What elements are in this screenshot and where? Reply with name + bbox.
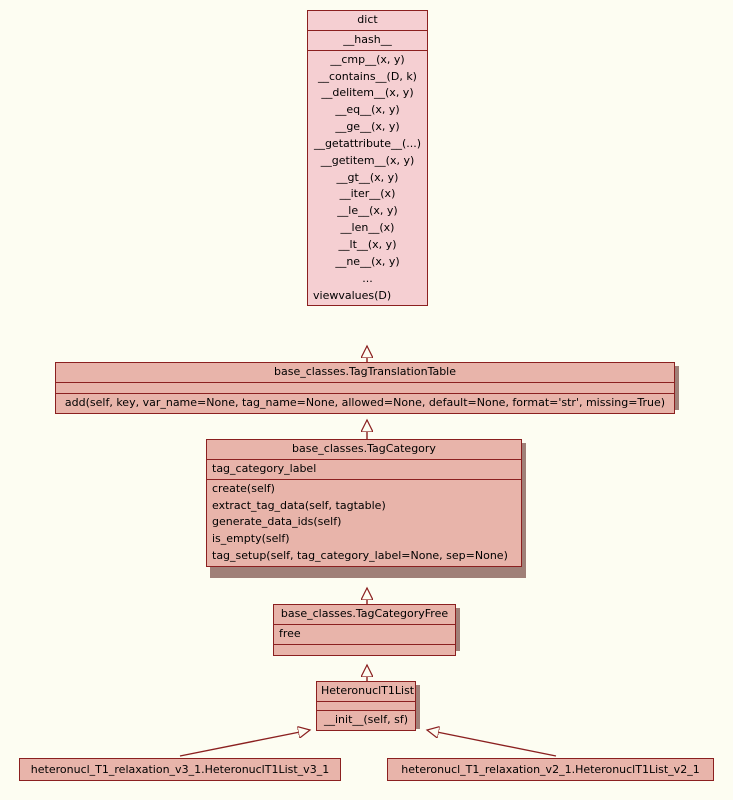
- methods-compartment-tag-translation-table: [56, 394, 674, 413]
- method-row: __ge__(x, y): [335, 120, 400, 134]
- method-row: __getitem__(x, y): [320, 153, 415, 167]
- class-name-heteronucl-t1-list-v3-1: heteronucl_T1_relaxation_v3_1.HeteronuclT1List_v3_1: [30, 763, 330, 776]
- class-name-heteronucl-t1-list: HeteronuclT1List: [317, 682, 415, 702]
- class-name-heteronucl-t1-list-v2-1: heteronucl_T1_relaxation_v2_1.HeteronuclT1List_v2_1: [401, 763, 700, 776]
- method-row: tag_setup(self, tag_category_label=None, sep=None): [212, 549, 508, 563]
- attribute-row: __hash__: [343, 32, 392, 46]
- class-node-tag-translation-table[interactable]: [55, 362, 675, 414]
- class-node-dict[interactable]: [307, 10, 428, 306]
- method-row: __cmp__(x, y): [330, 52, 405, 66]
- methods-compartment-heteronucl-t1-list: [317, 711, 415, 730]
- method-row: viewvalues(D): [313, 288, 392, 302]
- class-node-heteronucl-t1-list-v3-1[interactable]: [19, 758, 341, 781]
- class-node-heteronucl-t1-list[interactable]: [316, 681, 416, 731]
- attribute-row: tag_category_label: [212, 461, 317, 475]
- method-row: __eq__(x, y): [335, 103, 400, 117]
- attributes-compartment-dict: [308, 31, 427, 51]
- method-row: __gt__(x, y): [336, 170, 399, 184]
- method-row: add(self, key, var_name=None, tag_name=None, allowed=None, default=None, format='str', missing=True): [64, 395, 666, 409]
- method-row: __le__(x, y): [337, 204, 398, 218]
- class-name-tag-translation-table: base_classes.TagTranslationTable: [56, 363, 674, 383]
- attributes-compartment-tag-category-free: [274, 625, 455, 645]
- attributes-compartment-tag-translation-table: [56, 383, 674, 394]
- method-row: __lt__(x, y): [338, 237, 397, 251]
- method-row: create(self): [212, 481, 275, 495]
- class-name-tag-category: base_classes.TagCategory: [207, 440, 521, 460]
- method-row: __init__(self, sf): [323, 712, 408, 726]
- class-name-dict: dict: [308, 11, 427, 31]
- class-node-heteronucl-t1-list-v2-1[interactable]: [387, 758, 714, 781]
- class-node-tag-category[interactable]: [206, 439, 522, 567]
- method-row: is_empty(self): [212, 532, 290, 546]
- methods-compartment-dict: [308, 51, 427, 306]
- attribute-row: free: [279, 626, 301, 640]
- class-name-tag-category-free: base_classes.TagCategoryFree: [274, 605, 455, 625]
- attributes-compartment-tag-category: [207, 460, 521, 480]
- method-row: generate_data_ids(self): [212, 515, 342, 529]
- class-node-tag-category-free[interactable]: [273, 604, 456, 656]
- method-row: __iter__(x): [339, 187, 396, 201]
- method-row: extract_tag_data(self, tagtable): [212, 498, 386, 512]
- methods-compartment-tag-category-free: [274, 645, 455, 655]
- method-row: ...: [362, 271, 373, 285]
- methods-compartment-tag-category: [207, 480, 521, 566]
- method-row: __delitem__(x, y): [321, 86, 414, 100]
- method-row: __len__(x): [340, 221, 395, 235]
- method-row: __getattribute__(...): [313, 136, 422, 150]
- method-row: __contains__(D, k): [318, 69, 417, 83]
- method-row: __ne__(x, y): [335, 254, 400, 268]
- attributes-compartment-heteronucl-t1-list: [317, 702, 415, 711]
